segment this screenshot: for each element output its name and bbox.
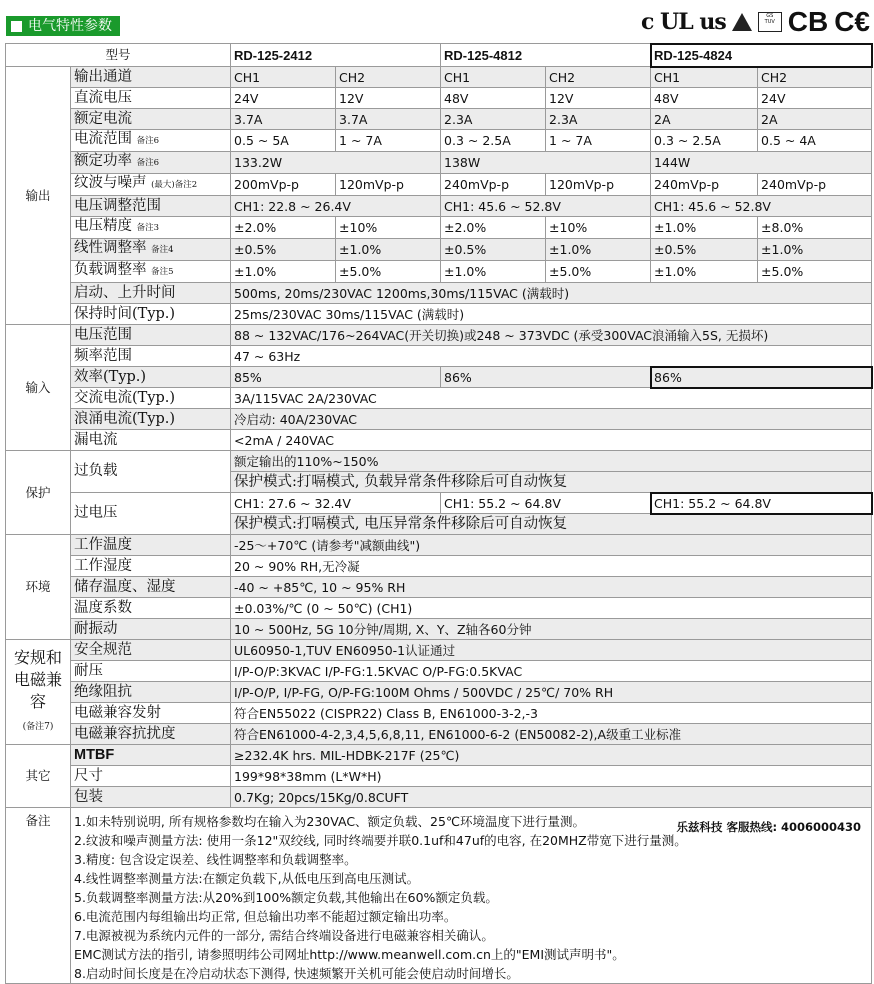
cell: CH1: 55.2 ~ 64.8V xyxy=(441,493,651,514)
model-2: RD-125-4812 xyxy=(441,44,651,67)
cell: CH1: 27.6 ~ 32.4V xyxy=(231,493,441,514)
row-label: 直流电压 xyxy=(71,88,231,109)
ce-cert-logo: C€ xyxy=(834,6,870,37)
row-label: 过电压 xyxy=(71,493,231,535)
notes-content xyxy=(71,808,872,984)
spec-table xyxy=(5,43,872,984)
table-row xyxy=(6,766,872,787)
note-line: 4.线性调整率测量方法:在额定负载下,从低电压到高电压测试。 xyxy=(74,871,420,886)
row-label: 安全规范 xyxy=(71,640,231,661)
cell: 48V xyxy=(441,88,546,109)
table-row xyxy=(6,556,872,577)
cell: 3A/115VAC 2A/230VAC xyxy=(231,388,872,409)
model-row xyxy=(6,44,872,67)
cell: 240mVp-p xyxy=(441,174,546,196)
row-label: MTBF xyxy=(71,745,231,766)
cell: 24V xyxy=(758,88,872,109)
cell: ±10% xyxy=(546,217,651,239)
cell: 10 ~ 500Hz, 5G 10分钟/周期, X、Y、Z轴各60分钟 xyxy=(231,619,872,640)
table-row xyxy=(6,109,872,130)
row-label: 线性调整率 备注4 xyxy=(71,239,231,261)
table-row xyxy=(6,451,872,472)
cell: 0.5 ~ 5A xyxy=(231,130,336,152)
cell: 符合EN61000-4-2,3,4,5,6,8,11, EN61000-6-2 (EN50082-2),A级重工业标准 xyxy=(231,724,872,745)
table-row xyxy=(6,325,872,346)
cell: <2mA / 240VAC xyxy=(231,430,872,451)
cell: CH1: 55.2 ~ 64.8V xyxy=(651,493,872,514)
row-label: 漏电流 xyxy=(71,430,231,451)
section-environment: 环境 xyxy=(6,535,71,640)
cell: ±0.5% xyxy=(441,239,546,261)
row-label: 电压调整范围 xyxy=(71,196,231,217)
row-label: 效率(Typ.) xyxy=(71,367,231,388)
row-label: 工作温度 xyxy=(71,535,231,556)
cell: 1 ~ 7A xyxy=(336,130,441,152)
cell: ±2.0% xyxy=(231,217,336,239)
table-row xyxy=(6,640,872,661)
section-other: 其它 xyxy=(6,745,71,808)
cell: 保护模式:打嗝模式, 负载异常条件移除后可自动恢复 xyxy=(231,472,872,493)
section-input: 输入 xyxy=(6,325,71,451)
row-label: 耐振动 xyxy=(71,619,231,640)
model-3: RD-125-4824 xyxy=(651,44,872,67)
cell: CH1 xyxy=(231,67,336,88)
cell: 3.7A xyxy=(336,109,441,130)
cell: ±5.0% xyxy=(546,261,651,283)
section-output: 输出 xyxy=(6,67,71,325)
row-label: 负载调整率 备注5 xyxy=(71,261,231,283)
row-label: 额定功率 备注6 xyxy=(71,152,231,174)
note-line: 7.电源被视为系统内元件的一部分, 需结合终端设备进行电磁兼容相关确认。 xyxy=(74,928,494,943)
row-label: 储存温度、湿度 xyxy=(71,577,231,598)
cell: 0.5 ~ 4A xyxy=(758,130,872,152)
row-label: 电压精度 备注3 xyxy=(71,217,231,239)
cell: CH2 xyxy=(758,67,872,88)
cell: 25ms/230VAC 30ms/115VAC (满载时) xyxy=(231,304,872,325)
triangle-cert-icon xyxy=(732,13,752,31)
row-label: 电磁兼容抗扰度 xyxy=(71,724,231,745)
row-label: 纹波与噪声 (最大)备注2 xyxy=(71,174,231,196)
cell: 48V xyxy=(651,88,758,109)
section-notes: 备注 xyxy=(6,808,71,984)
cell: 3.7A xyxy=(231,109,336,130)
cell: 12V xyxy=(336,88,441,109)
table-row xyxy=(6,703,872,724)
cell: 符合EN55022 (CISPR22) Class B, EN61000-3-2,-3 xyxy=(231,703,872,724)
customer-hotline: 乐兹科技 客服热线: 4006000430 xyxy=(676,820,862,834)
model-1: RD-125-2412 xyxy=(231,44,441,67)
table-row xyxy=(6,88,872,109)
row-label: 输出通道 xyxy=(71,67,231,88)
table-row xyxy=(6,724,872,745)
note-line: 1.如未特别说明, 所有规格参数均在输入为230VAC、额定负载、25℃环境温度下进行量测。 xyxy=(74,814,585,829)
cell: 500ms, 20ms/230VAC 1200ms,30ms/115VAC (满载时) xyxy=(231,283,872,304)
row-label: 额定电流 xyxy=(71,109,231,130)
section-protection: 保护 xyxy=(6,451,71,535)
cell: 199*98*38mm (L*W*H) xyxy=(231,766,872,787)
table-row xyxy=(6,217,872,239)
cell: 144W xyxy=(651,152,872,174)
row-label: 启动、上升时间 xyxy=(71,283,231,304)
notes-row xyxy=(6,808,872,984)
ul-cert-logo: c UL us xyxy=(641,9,726,35)
table-row xyxy=(6,577,872,598)
table-row xyxy=(6,619,872,640)
cell: CH1: 22.8 ~ 26.4V xyxy=(231,196,441,217)
cell: 0.3 ~ 2.5A xyxy=(651,130,758,152)
note-line: 3.精度: 包含设定误差、线性调整率和负载调整率。 xyxy=(74,852,357,867)
certification-logos xyxy=(641,6,870,38)
row-label: 工作湿度 xyxy=(71,556,231,577)
table-row xyxy=(6,430,872,451)
table-row xyxy=(6,787,872,808)
cell: 120mVp-p xyxy=(546,174,651,196)
cell: ±1.0% xyxy=(651,261,758,283)
cell: ±0.5% xyxy=(231,239,336,261)
row-label: 交流电流(Typ.) xyxy=(71,388,231,409)
cell: 额定输出的110%~150% xyxy=(231,451,872,472)
cell: 240mVp-p xyxy=(758,174,872,196)
table-row xyxy=(6,745,872,766)
table-row xyxy=(6,152,872,174)
cell: ±1.0% xyxy=(336,239,441,261)
cell: ±2.0% xyxy=(441,217,546,239)
row-label: 电磁兼容发射 xyxy=(71,703,231,724)
page-title: 电气特性参数 xyxy=(28,18,112,34)
header xyxy=(0,0,874,42)
cell: 2.3A xyxy=(546,109,651,130)
table-row xyxy=(6,661,872,682)
cell: ±10% xyxy=(336,217,441,239)
cell: ±8.0% xyxy=(758,217,872,239)
cell: 24V xyxy=(231,88,336,109)
cell: 86% xyxy=(651,367,872,388)
cb-cert-logo: CB xyxy=(787,6,829,37)
cell: 120mVp-p xyxy=(336,174,441,196)
row-label: 频率范围 xyxy=(71,346,231,367)
cell: ±5.0% xyxy=(336,261,441,283)
cell: -25～+70℃ (请参考"减额曲线") xyxy=(231,535,872,556)
cell: 0.7Kg; 20pcs/15Kg/0.8CUFT xyxy=(231,787,872,808)
cell: CH2 xyxy=(546,67,651,88)
note-line: EMC测试方法的指引, 请参照明纬公司网址http://www.meanwell.com.cn上的"EMI测试声明书"。 xyxy=(74,947,625,962)
cell: UL60950-1,TUV EN60950-1认证通过 xyxy=(231,640,872,661)
cell: 1 ~ 7A xyxy=(546,130,651,152)
cell: CH1 xyxy=(651,67,758,88)
cell: ±1.0% xyxy=(651,217,758,239)
cell: 冷启动: 40A/230VAC xyxy=(231,409,872,430)
table-row xyxy=(6,304,872,325)
cell: 20 ~ 90% RH,无冷凝 xyxy=(231,556,872,577)
row-label: 尺寸 xyxy=(71,766,231,787)
cell: 240mVp-p xyxy=(651,174,758,196)
table-row xyxy=(6,239,872,261)
table-row xyxy=(6,598,872,619)
cell: CH1 xyxy=(441,67,546,88)
cell: ±1.0% xyxy=(758,239,872,261)
section-safety: 安规和电磁兼容 (备注7) xyxy=(6,640,71,745)
cell: -40 ~ +85℃, 10 ~ 95% RH xyxy=(231,577,872,598)
table-row xyxy=(6,367,872,388)
cell: ±1.0% xyxy=(546,239,651,261)
table-row xyxy=(6,409,872,430)
cell: I/P-O/P, I/P-FG, O/P-FG:100M Ohms / 500VDC / 25℃/ 70% RH xyxy=(231,682,872,703)
row-label: 包装 xyxy=(71,787,231,808)
row-label: 电压范围 xyxy=(71,325,231,346)
note-line: 2.纹波和噪声测量方法: 使用一条12"双绞线, 同时终端要并联0.1uf和47uf的电容, 在20MHZ带宽下进行量测。 xyxy=(74,833,687,848)
note-line: 8.启动时间长度是在冷启动状态下测得, 快速频繁开关机可能会使启动时间增长。 xyxy=(74,966,519,981)
cell: ±1.0% xyxy=(441,261,546,283)
cell: 0.3 ~ 2.5A xyxy=(441,130,546,152)
gs-cert-logo: GS TUV xyxy=(758,12,782,32)
row-label: 过负载 xyxy=(71,451,231,493)
note-line: 6.电流范围内每组输出均正常, 但总输出功率不能超过额定输出功率。 xyxy=(74,909,457,924)
cell: CH1: 45.6 ~ 52.8V xyxy=(651,196,872,217)
row-label: 温度系数 xyxy=(71,598,231,619)
table-row xyxy=(6,388,872,409)
cell: CH1: 45.6 ~ 52.8V xyxy=(441,196,651,217)
cell: ±0.5% xyxy=(651,239,758,261)
cell: ±5.0% xyxy=(758,261,872,283)
row-label: 电流范围 备注6 xyxy=(71,130,231,152)
note-line: 5.负载调整率测量方法:从20%到100%额定负载,其他输出在60%额定负载。 xyxy=(74,890,498,905)
model-label: 型号 xyxy=(6,44,231,67)
table-row xyxy=(6,67,872,88)
row-label: 绝缘阻抗 xyxy=(71,682,231,703)
table-row xyxy=(6,682,872,703)
row-label: 耐压 xyxy=(71,661,231,682)
cell: 2A xyxy=(651,109,758,130)
cell: ±1.0% xyxy=(231,261,336,283)
cell: 47 ~ 63Hz xyxy=(231,346,872,367)
row-label: 保持时间(Typ.) xyxy=(71,304,231,325)
cell: 138W xyxy=(441,152,651,174)
section-title-badge xyxy=(6,16,120,36)
square-icon xyxy=(11,21,22,32)
table-row xyxy=(6,493,872,514)
table-row xyxy=(6,283,872,304)
cell: 12V xyxy=(546,88,651,109)
table-row xyxy=(6,196,872,217)
cell: ±0.03%/℃ (0 ~ 50℃) (CH1) xyxy=(231,598,872,619)
cell: ≥232.4K hrs. MIL-HDBK-217F (25℃) xyxy=(231,745,872,766)
cell: 88 ~ 132VAC/176~264VAC(开关切换)或248 ~ 373VDC (承受300VAC浪涌输入5S, 无损坏) xyxy=(231,325,872,346)
cell: 85% xyxy=(231,367,441,388)
cell: CH2 xyxy=(336,67,441,88)
table-row xyxy=(6,535,872,556)
table-row xyxy=(6,174,872,196)
table-row xyxy=(6,261,872,283)
cell: 2A xyxy=(758,109,872,130)
cell: I/P-O/P:3KVAC I/P-FG:1.5KVAC O/P-FG:0.5KVAC xyxy=(231,661,872,682)
cell: 200mVp-p xyxy=(231,174,336,196)
cell: 2.3A xyxy=(441,109,546,130)
cell: 保护模式:打嗝模式, 电压异常条件移除后可自动恢复 xyxy=(231,514,872,535)
row-label: 浪涌电流(Typ.) xyxy=(71,409,231,430)
cell: 86% xyxy=(441,367,651,388)
table-row xyxy=(6,130,872,152)
cell: 133.2W xyxy=(231,152,441,174)
table-row xyxy=(6,346,872,367)
